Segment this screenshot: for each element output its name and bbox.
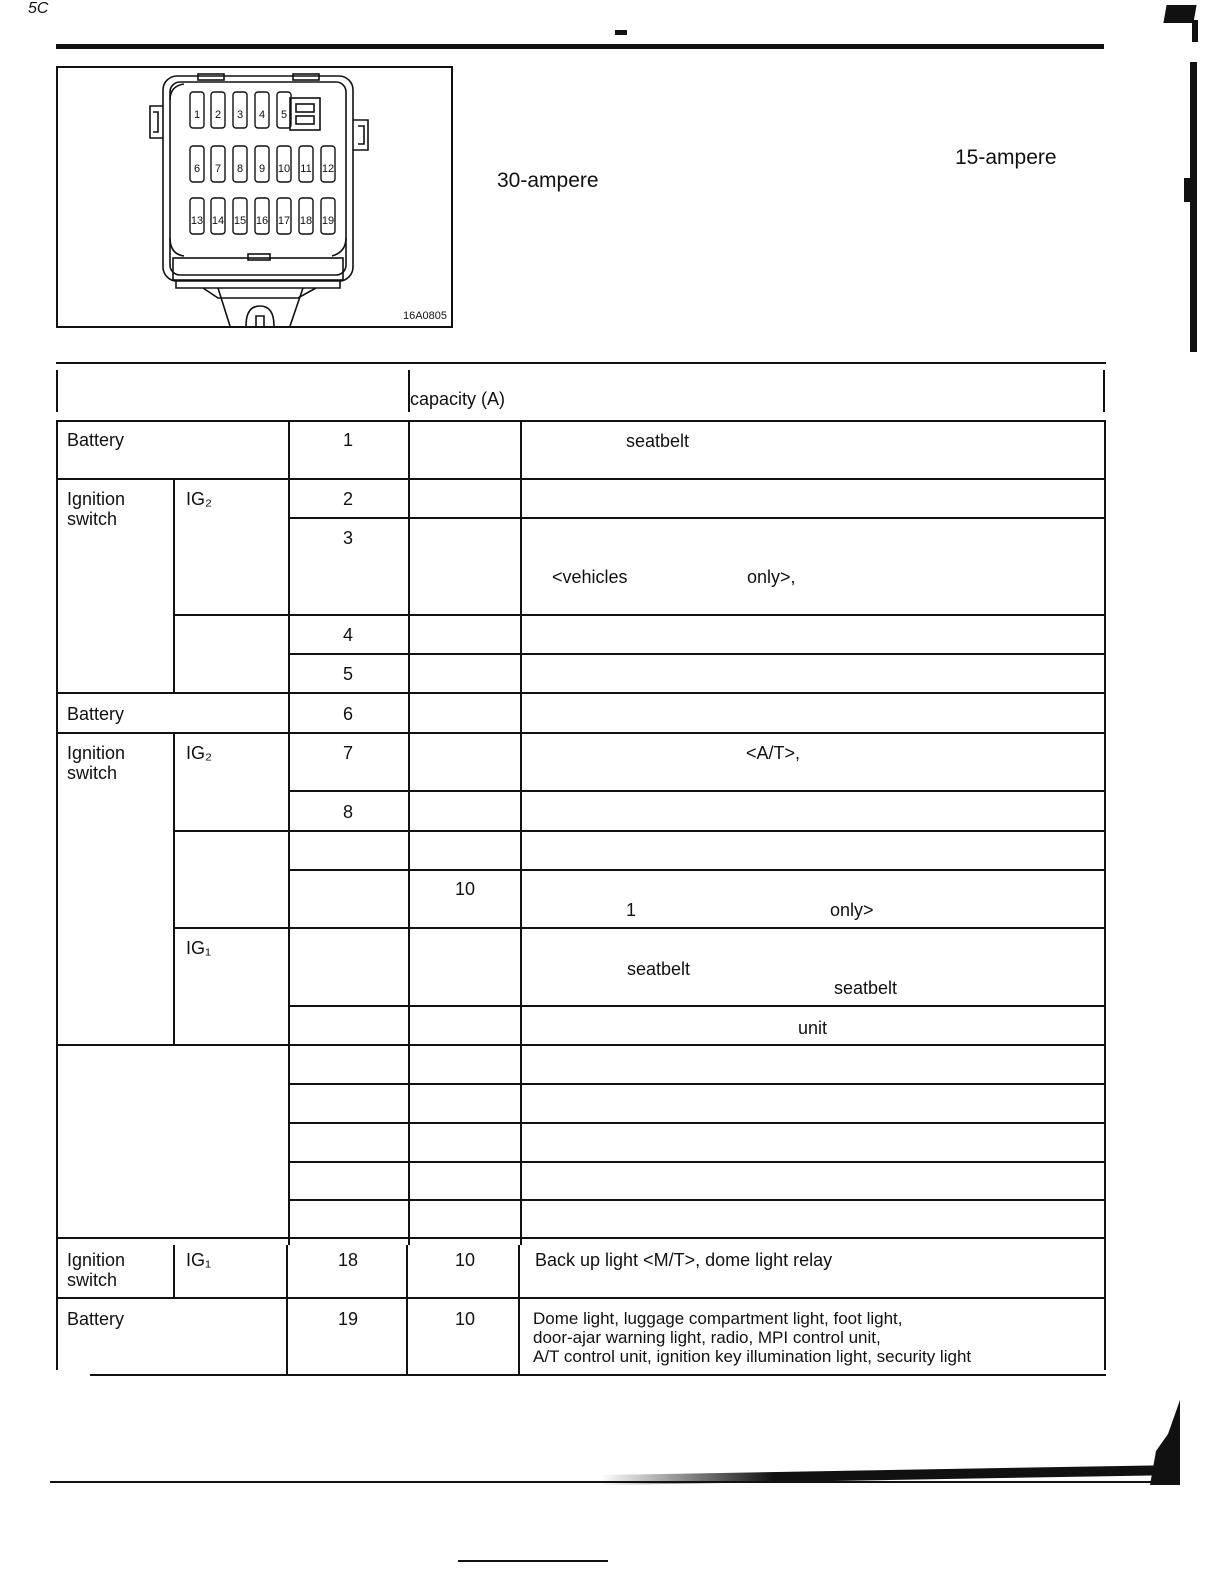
amp-30-label: 30-ampere [497, 169, 599, 192]
circuit-cell: seatbelt [626, 431, 690, 451]
fuse-label: 7 [214, 163, 222, 175]
table-row-line [173, 830, 1106, 832]
header-left-border [56, 370, 58, 412]
table-row-line [288, 1199, 1106, 1201]
fuse-box-diagram [56, 66, 453, 328]
table-row-line [56, 1297, 1106, 1299]
right-margin-notch [1184, 178, 1194, 202]
table-row-line [173, 927, 1106, 929]
ig-cell: IG₂ [186, 743, 212, 763]
table-row-line [288, 790, 1106, 792]
fuse-label: 6 [193, 163, 201, 175]
circuit-cell: <vehicles [552, 567, 628, 587]
circuit-cell: Back up light <M/T>, dome light relay [535, 1250, 833, 1270]
fuse-label: 11 [300, 163, 312, 175]
table-row-line [288, 869, 1106, 871]
right-margin-bar [1190, 62, 1197, 352]
circuit-cell: seatbelt [834, 978, 898, 998]
fuse-label: 1 [193, 109, 201, 121]
table-col-line [518, 1245, 520, 1375]
table-row-line [56, 478, 1106, 480]
fuse-label: 5 [280, 109, 288, 121]
fuse-label: 8 [236, 163, 244, 175]
fuse-number: 4 [342, 625, 353, 645]
circuit-cell: <A/T>, [746, 743, 801, 763]
fuse-number: 7 [342, 743, 353, 763]
fuse-label: 10 [277, 163, 291, 175]
capacity-cell: 10 [455, 879, 476, 899]
ig-cell: IG₁ [186, 938, 212, 958]
circuit-cell: Dome light, luggage compartment light, foot light, [533, 1309, 903, 1328]
amp-15-label: 15-ampere [955, 146, 1057, 169]
table-border [56, 420, 1106, 422]
fuse-label: 2 [214, 109, 222, 121]
fuse-number: 19 [337, 1309, 359, 1329]
fuse-label: 9 [258, 163, 266, 175]
table-row-line [288, 517, 1106, 519]
circuit-cell: A/T control unit, ignition key illumination light, security light [533, 1347, 972, 1366]
circuit-cell: seatbelt [627, 959, 691, 979]
circuit-cell: 1 [626, 900, 637, 920]
fuse-label: 13 [190, 215, 204, 227]
fuse-number: 5 [342, 664, 353, 684]
source-cell: Battery [67, 1309, 125, 1329]
fuse-box-illustration [58, 68, 451, 326]
source-cell: Battery [67, 704, 125, 724]
page-number: 5C [28, 0, 49, 17]
fuse-label: 15 [233, 215, 247, 227]
table-row-line [56, 1237, 1106, 1239]
fuse-number: 6 [342, 704, 353, 724]
table-row-line [56, 692, 1106, 694]
fuse-label: 14 [211, 215, 225, 227]
ig-cell: IG₂ [186, 489, 212, 509]
table-row-line [288, 1122, 1106, 1124]
table-col-line [173, 1245, 175, 1297]
table-row-line [56, 1044, 1106, 1046]
source-cell: Ignition switch [67, 1250, 126, 1290]
fuse-number: 18 [337, 1250, 359, 1270]
fuse-number: 2 [342, 489, 353, 509]
corner-mark-top-right-tail [1192, 20, 1198, 42]
table-border [56, 420, 58, 1245]
footer-underline [458, 1560, 608, 1562]
fuse-label: 4 [258, 109, 266, 121]
circuit-cell: door-ajar warning light, radio, MPI control unit, [533, 1328, 881, 1347]
diagram-code: 16A0805 [402, 310, 447, 322]
circuit-cell: unit [798, 1018, 828, 1038]
capacity-cell: 10 [455, 1250, 476, 1270]
table-row-line [173, 614, 1106, 616]
capacity-cell: 10 [455, 1309, 476, 1329]
table-row-line [288, 1005, 1106, 1007]
source-cell: Ignition switch [67, 489, 126, 529]
table-bottom-rule [90, 1374, 1106, 1376]
fuse-label: 19 [321, 215, 335, 227]
fuse-number: 1 [342, 430, 353, 450]
fuse-label: 17 [277, 215, 291, 227]
header-dash [615, 30, 627, 35]
fuse-number: 8 [342, 802, 353, 822]
table-col-line [173, 478, 175, 693]
table-row-line [288, 1161, 1106, 1163]
table-row-line [288, 653, 1106, 655]
capacity-header: capacity (A) [410, 389, 506, 409]
table-border [1104, 1245, 1106, 1370]
table-border [56, 1245, 58, 1370]
header-right-border [1103, 370, 1105, 412]
circuit-cell: only> [830, 900, 874, 920]
fuse-label: 18 [299, 215, 313, 227]
header-rule [56, 44, 1104, 49]
table-top-rule [56, 362, 1106, 364]
table-col-line [173, 733, 175, 1045]
fuse-number: 3 [342, 528, 353, 548]
footer-rule [50, 1481, 1180, 1483]
source-cell: Ignition switch [67, 743, 126, 783]
circuit-cell: only>, [747, 567, 796, 587]
table-row-line [56, 732, 1106, 734]
corner-mark-bottom-right [1150, 1400, 1180, 1485]
fuse-label: 3 [236, 109, 244, 121]
ig-cell: IG₁ [186, 1250, 212, 1270]
fuse-label: 16 [255, 215, 269, 227]
source-cell: Battery [67, 430, 125, 450]
table-row-line [288, 1083, 1106, 1085]
fuse-label: 12 [321, 163, 335, 175]
